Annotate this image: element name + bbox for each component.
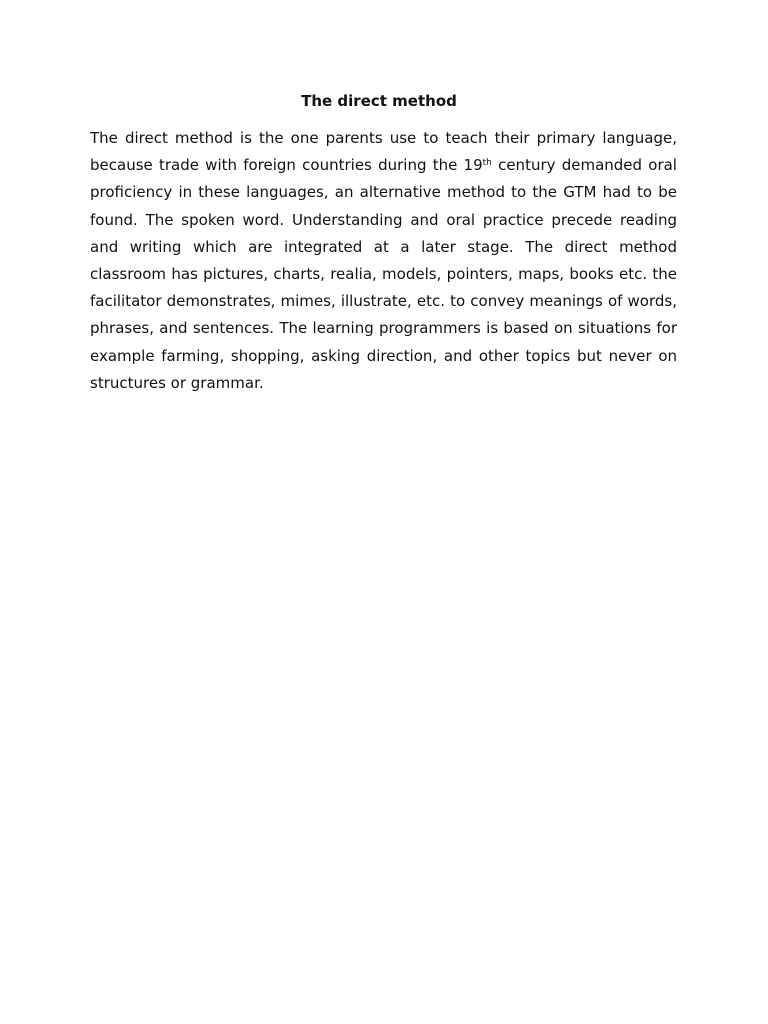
document-title: The direct method	[301, 92, 457, 110]
ordinal-superscript: th	[482, 158, 492, 169]
paragraph-text-part-1: The direct method is the one parents use to teach their primary language, because trade with foreign countries during the 19	[90, 129, 677, 175]
paragraph-text-part-2: century demanded oral proficiency in these languages, an alternative method to the GTM had to be found. The spoken word. Understanding and oral practice precede reading and writing which are integrated at a later stage. The direct method classroom has pictures, charts, realia, models, pointers, maps, books etc. the facilitator demonstrates, mimes, illustrate, etc. to convey meanings of words, phrases, and sentences. The learning programmers is based on situations for example farming, shopping, asking direction, and other topics but never on structures or grammar.	[90, 156, 677, 392]
body-paragraph	[90, 125, 677, 397]
